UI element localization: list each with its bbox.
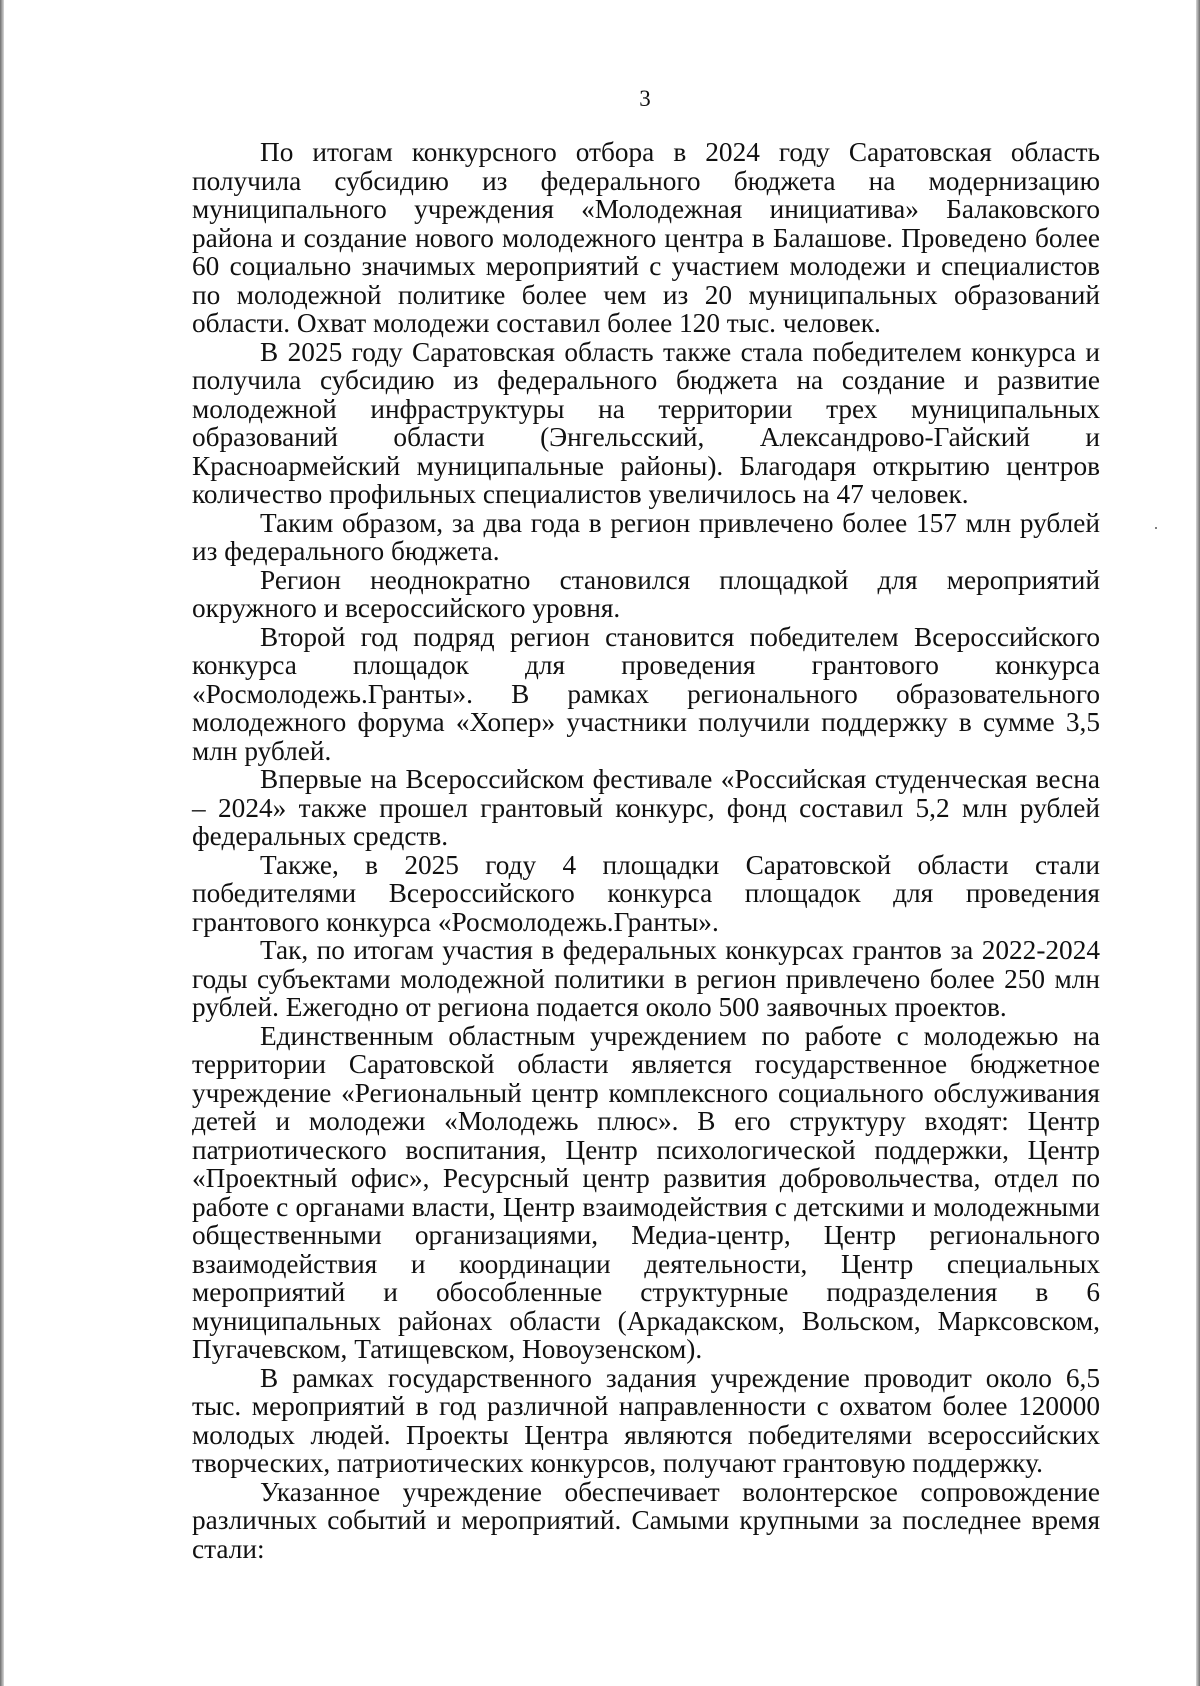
paragraph: Так, по итогам участия в федеральных конкурсах грантов за 2022-2024 годы субъектами молодежной политики в регион привлечено более 250 млн рублей. Ежегодно от региона подается около 500 заявочных проектов. bbox=[192, 935, 1100, 1022]
paragraph: В 2025 году Саратовская область также стала победителем конкурса и получила субсидию из федерального бюджета на создание и развитие молодежной инфраструктуры на территории трех муниципальных образований области (Энгельсский, Александрово-Гайский и Красноармейский муниципальные районы). Благодаря открытию центров количество профильных специалистов увеличилось на 47 человек. bbox=[192, 336, 1100, 509]
page-number: 3 bbox=[639, 86, 651, 111]
paragraph: В рамках государственного задания учреждение проводит около 6,5 тыс. мероприятий в год различной направленности с охватом более 120000 молодых людей. Проекты Центра являются победителями всероссийских творческих, патриотических конкурсов, получают грантовую поддержку. bbox=[192, 1362, 1100, 1478]
paragraph: Регион неоднократно становился площадкой для мероприятий окружного и всероссийского уровня. bbox=[192, 564, 1100, 623]
scan-speck bbox=[1155, 527, 1157, 529]
paragraph: Впервые на Всероссийском фестивале «Российская студенческая весна – 2024» также прошел грантовый конкурс, фонд составил 5,2 млн рублей федеральных средств. bbox=[192, 764, 1100, 851]
paragraph: Указанное учреждение обеспечивает волонтерское сопровождение различных событий и мероприятий. Самыми крупными за последнее время стали: bbox=[192, 1476, 1100, 1564]
paragraph: По итогам конкурсного отбора в 2024 году Саратовская область получила субсидию из федерального бюджета на модернизацию муниципального учреждения «Молодежная инициатива» Балаковского района и создание нового молодежного центра в Балашове. Проведено более 60 социально значимых мероприятий с участием молодежи и специалистов по молодежной политике более чем из 20 муниципальных образований области. Охват молодежи составил более 120 тыс. человек. bbox=[192, 137, 1100, 338]
scan-edge-left bbox=[0, 0, 4, 1686]
paragraph: Второй год подряд регион становится победителем Всероссийского конкурса площадок для проведения грантового конкурса «Росмолодежь.Гранты». В рамках регионального образовательного молодежного форума «Хопер» участники получили поддержку в сумме 3,5 млн рублей. bbox=[192, 621, 1100, 766]
paragraph: Единственным областным учреждением по работе с молодежью на территории Саратовской области является государственное бюджетное учреждение «Региональный центр комплексного социального обслуживания детей и молодежи «Молодежь плюс». В его структуру входят: Центр патриотического воспитания, Центр психологической поддержки, Центр «Проектный офис», Ресурсный центр развития добровольчества, отдел по работе с органами власти, Центр взаимодействия с детскими и молодежными общественными организациями, Медиа-центр, Центр регионального взаимодействия и координации деятельности, Центр специальных мероприятий и обособленные структурные подразделения в 6 муниципальных районах области (Аркадакском, Вольском, Марксовском, Пугачевском, Татищевском, Новоузенском). bbox=[192, 1020, 1100, 1364]
scan-edge-right bbox=[1196, 0, 1200, 1686]
paragraph: Таким образом, за два года в регион привлечено более 157 млн рублей из федерального бюджета. bbox=[192, 507, 1100, 566]
paragraph: Также, в 2025 году 4 площадки Саратовской области стали победителями Всероссийского конкурса площадок для проведения грантового конкурса «Росмолодежь.Гранты». bbox=[192, 849, 1100, 937]
document-body bbox=[192, 138, 1100, 1563]
